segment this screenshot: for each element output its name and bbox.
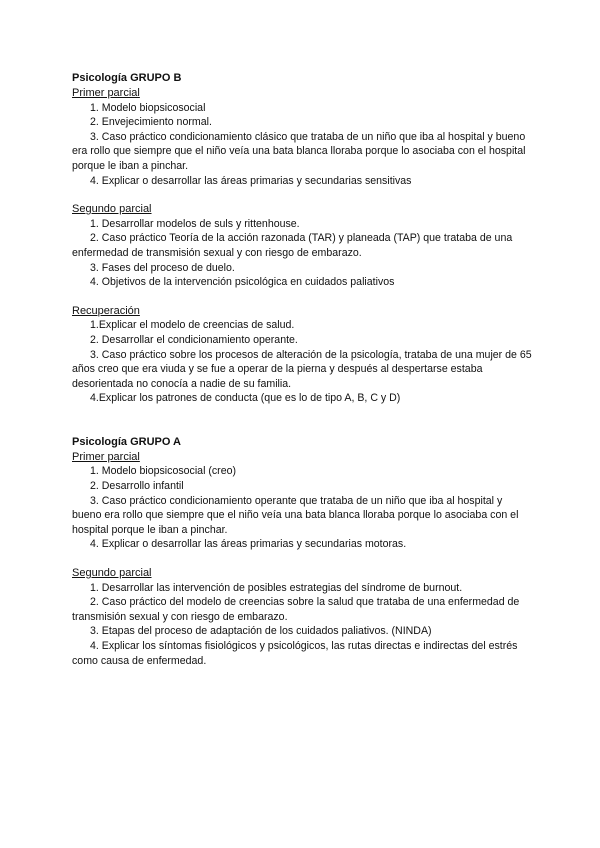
question-item: 2. Caso práctico del modelo de creencias sobre la salud que trataba de una enfermedad de transmisión sexual y con riesgo de embarazo.	[72, 596, 520, 623]
question-item: 1. Modelo biopsicosocial	[90, 101, 206, 114]
section-title: Primer parcial	[72, 87, 140, 99]
section-title: Segundo parcial	[72, 203, 152, 216]
question-item: 4. Explicar o desarrollar las áreas primarias y secundarias sensitivas	[90, 174, 412, 187]
document-page	[72, 71, 532, 668]
question-item: 2. Desarrollar el condicionamiento operante.	[90, 333, 298, 346]
question-item: 3. Caso práctico condicionamiento clásico que trataba de un niño que iba al hospital y bueno era rollo que siempre que el niño veía una bata blanca lloraba porque lo asociaba con el hospital porque le iban a pinchar.	[72, 130, 526, 172]
group-a	[72, 435, 532, 668]
question-item: 3. Caso práctico sobre los procesos de alteración de la psicología, trataba de una mujer de 65 años creo que era viuda y se fue a operar de la pierna y después al despertarse estaba desorientada no conocía a nadie de su familia.	[72, 348, 532, 390]
section-recuperacion	[72, 304, 532, 406]
question-item: 1.Explicar el modelo de creencias de salud.	[90, 319, 295, 332]
section-segundo-parcial	[72, 566, 532, 668]
question-item: 4. Objetivos de la intervención psicológica en cuidados paliativos	[90, 276, 395, 289]
section-primer-parcial	[72, 86, 532, 188]
question-item: 4. Explicar los síntomas fisiológicos y psicológicos, las rutas directas e indirectas del estrés como causa de enfermedad.	[72, 640, 518, 667]
question-item: 3. Caso práctico condicionamiento operante que trataba de un niño que iba al hospital y bueno era rollo que siempre que el niño veía una bata blanca lloraba porque lo asociaba con el hospital porque le iban a pinchar.	[72, 494, 519, 536]
question-item: 2. Desarrollo infantil	[90, 480, 184, 493]
question-item: 4. Explicar o desarrollar las áreas primarias y secundarias motoras.	[90, 538, 407, 551]
question-item: 1. Desarrollar las intervención de posibles estrategias del síndrome de burnout.	[90, 581, 463, 594]
section-title: Segundo parcial	[72, 567, 152, 580]
group-title: Psicología GRUPO B	[72, 72, 182, 84]
question-item: 2. Envejecimiento normal.	[90, 116, 212, 129]
question-item: 1. Desarrollar modelos de suls y rittenhouse.	[90, 217, 300, 230]
question-item: 4.Explicar los patrones de conducta (que es lo de tipo A, B, C y D)	[90, 392, 401, 405]
section-title: Primer parcial	[72, 450, 140, 463]
section-segundo-parcial	[72, 202, 532, 290]
section-primer-parcial	[72, 450, 532, 552]
group-title: Psicología GRUPO A	[72, 435, 182, 448]
question-item: 3. Fases del proceso de duelo.	[90, 261, 235, 274]
question-item: 2. Caso práctico Teoría de la acción razonada (TAR) y planeada (TAP) que trataba de una enfermedad de transmisión sexual y con riesgo de embarazo.	[72, 232, 513, 259]
question-item: 1. Modelo biopsicosocial (creo)	[90, 465, 237, 478]
group-b	[72, 71, 532, 406]
section-title: Recuperación	[72, 304, 140, 317]
question-item: 3. Etapas del proceso de adaptación de los cuidados paliativos. (NINDA)	[90, 625, 432, 638]
